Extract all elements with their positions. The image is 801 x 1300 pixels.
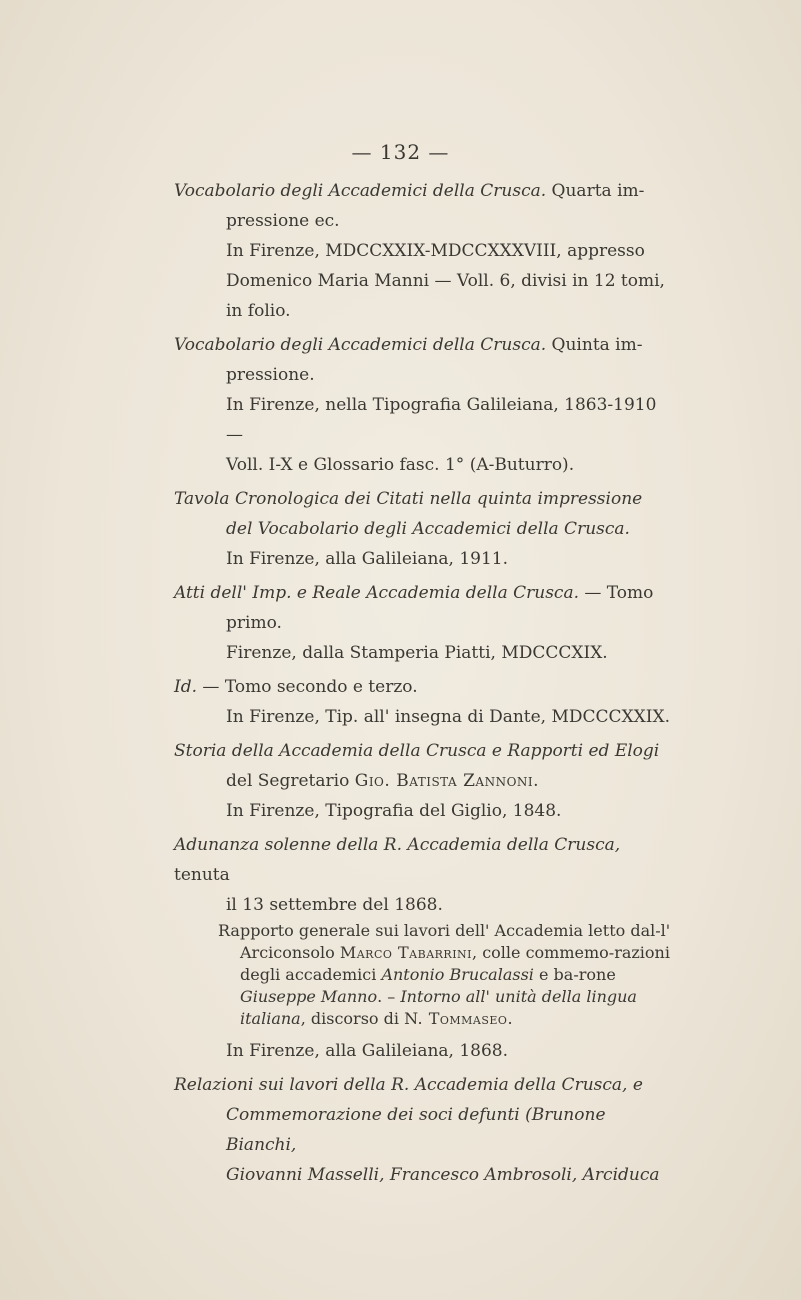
entry-line: In Firenze, Tipografia del Giglio, 1848. — [226, 801, 562, 821]
entry-text: tenuta — [174, 865, 230, 885]
bibliography-entry — [174, 672, 674, 732]
entry-line: Domenico Maria Manni — Voll. 6, divisi in 12 tomi, — [226, 271, 665, 291]
person-name: Antonio Brucalassi — [381, 965, 534, 984]
entry-title: Atti dell' Imp. e Reale Accademia della Crusca. — [174, 583, 579, 603]
entry-title: Id. — [174, 677, 198, 697]
note-text: , colle commemo-razioni degli accademici — [240, 943, 670, 984]
note-text: . – — [377, 987, 401, 1006]
entry-title: Adunanza solenne della R. Accademia della Crusca, — [174, 835, 621, 855]
entry-title: Relazioni sui lavori della R. Accademia della Crusca, e — [174, 1075, 643, 1095]
entry-line: In Firenze, alla Galileiana, 1911. — [226, 549, 509, 569]
entry-line: In Firenze, nella Tipografia Galileiana, 1863-1910 — — [226, 395, 657, 445]
entry-text: — Tomo — [578, 583, 654, 603]
entry-line: Voll. I-X e Glossario fasc. 1° (A-Buturro). — [226, 455, 575, 475]
entry-line: pressione. — [226, 365, 315, 385]
bibliography-list — [174, 176, 674, 1194]
entry-text: — Tomo secondo e terzo. — [197, 677, 418, 697]
author-name: N. Tommaseo. — [404, 1009, 514, 1028]
page-number: — 132 — — [351, 140, 450, 164]
entry-line: Firenze, dalla Stamperia Piatti, MDCCCXIX. — [226, 643, 608, 663]
bibliography-entry — [174, 176, 674, 326]
entry-line: In Firenze, Tip. all' insegna di Dante, MDCCCXXIX. — [226, 707, 670, 727]
entry-title: Vocabolario degli Accademici della Crusca. — [174, 181, 547, 201]
entry-line: In Firenze, MDCCXXIX-MDCCXXXVIII, appresso — [226, 241, 645, 261]
entry-title: Vocabolario degli Accademici della Crusca. — [174, 335, 547, 355]
entry-title: Storia della Accademia della Crusca e Rapporti ed Elogi — [174, 741, 660, 761]
entry-title-cont: Giovanni Masselli, Francesco Ambrosoli, Arciduca — [226, 1165, 660, 1185]
bibliography-entry — [174, 578, 674, 668]
work-title: Intorno all' unità della lingua italiana — [240, 987, 637, 1028]
entry-line: In Firenze, alla Galileiana, 1868. — [226, 1041, 509, 1061]
bibliography-entry — [174, 830, 674, 1066]
author-name: Gio. Batista Zannoni. — [354, 771, 540, 791]
entry-line: in folio. — [226, 301, 291, 321]
person-name: Giuseppe Manno — [240, 987, 378, 1006]
note-text: , discorso di — [300, 1009, 405, 1028]
bibliography-entry — [174, 484, 674, 574]
author-name: Marco Tabarrini — [339, 943, 473, 962]
entry-title-cont: Commemorazione dei soci defunti (Brunone Bianchi, — [226, 1105, 606, 1155]
bibliography-entry — [174, 1070, 674, 1190]
entry-line: primo. — [226, 613, 282, 633]
entry-line: pressione ec. — [226, 211, 340, 231]
entry-title: Tavola Cronologica dei Citati nella quinta impressione — [174, 489, 643, 509]
entry-note — [204, 920, 674, 1030]
entry-text: del Segretario — [226, 771, 355, 791]
entry-title-cont: del Vocabolario degli Accademici della Crusca. — [226, 519, 630, 539]
bibliography-entry — [174, 330, 674, 480]
entry-line: il 13 settembre del 1868. — [226, 895, 443, 915]
entry-text: Quinta im- — [546, 335, 643, 355]
note-text: e ba-rone — [533, 965, 616, 984]
note-text: Rapporto generale sui lavori dell' Accademia letto dal-l' Arciconsolo — [218, 921, 671, 962]
bibliography-entry — [174, 736, 674, 826]
entry-text: Quarta im- — [546, 181, 645, 201]
